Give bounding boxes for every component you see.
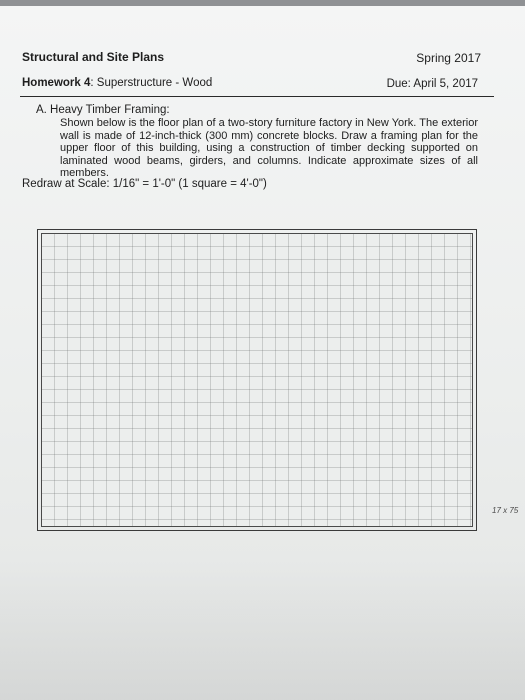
grid-drawing-area <box>41 233 473 527</box>
course-title: Structural and Site Plans <box>22 50 165 64</box>
semester-label: Spring 2017 <box>416 51 481 65</box>
section-heading: A. Heavy Timber Framing: <box>36 104 170 116</box>
due-date: Due: April 5, 2017 <box>386 78 478 90</box>
paper-shadow <box>0 560 525 700</box>
homework-label: Homework 4 <box>22 77 91 89</box>
homework-line <box>22 77 212 89</box>
scale-instruction: Redraw at Scale: 1/16" = 1'-0" (1 square = 4'-0") <box>22 178 267 190</box>
handwritten-note: 17 x 75 <box>492 506 519 515</box>
paper-sheet <box>0 6 525 700</box>
homework-topic: : Superstructure - Wood <box>90 77 213 89</box>
header-divider <box>20 96 494 97</box>
section-paragraph: Shown below is the floor plan of a two-story furniture factory in New York. The exterior wall is made of 12-inch-thick (300 mm) concrete blocks. Draw a framing plan for the upper floor of this building, using a construction of timber decking supported on laminated wood beams, girders, and columns. Indicate approximate sizes of all members. <box>60 117 478 180</box>
